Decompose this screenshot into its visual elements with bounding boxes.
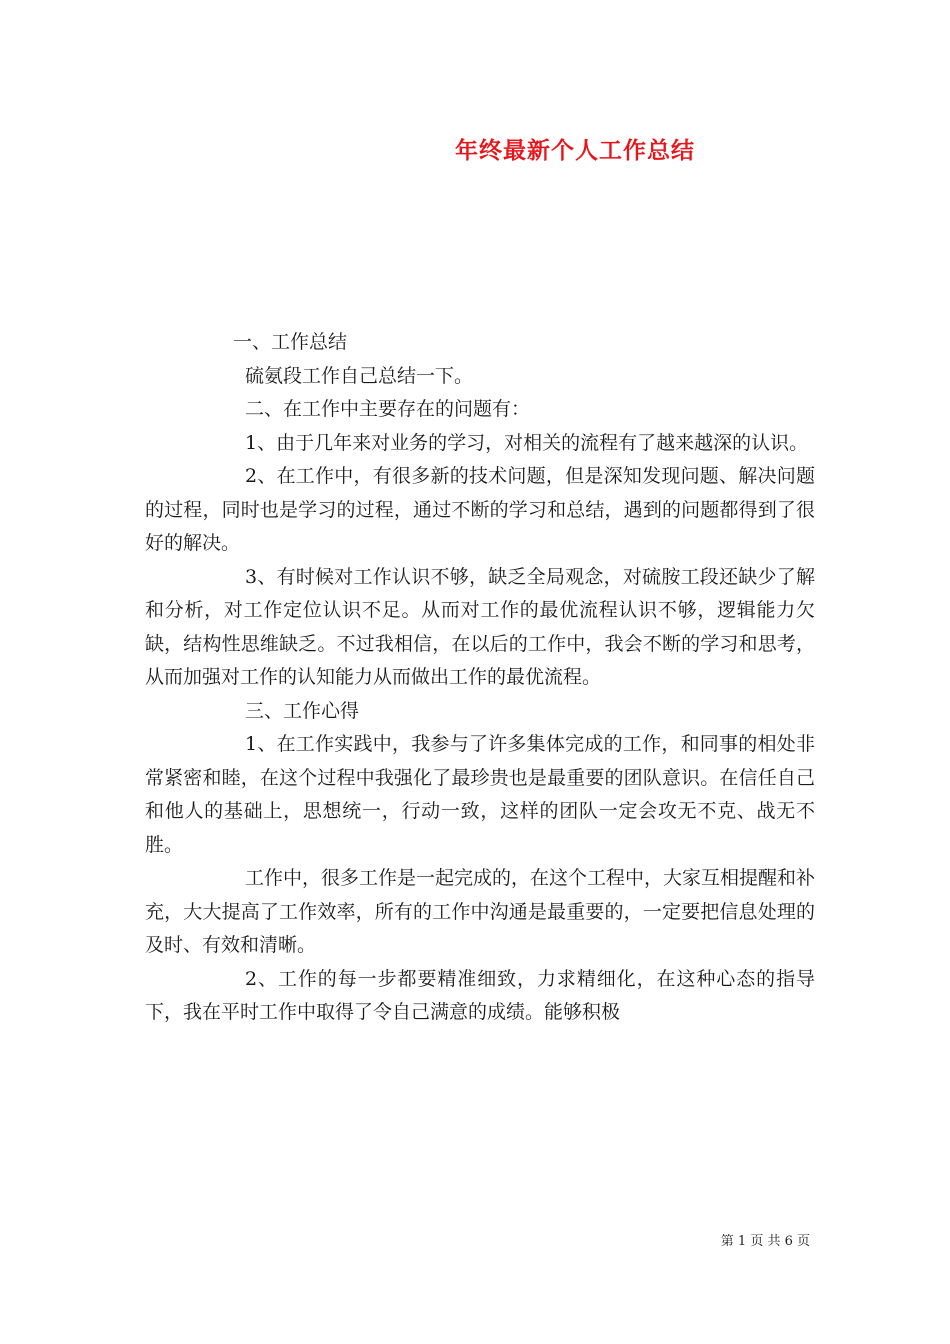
paragraph: 1、由于几年来对业务的学习，对相关的流程有了越来越深的认识。 (245, 431, 809, 454)
page-footer: 第 1 页 共 6 页 (720, 1234, 810, 1249)
section-heading-1: 一、工作总结 (233, 331, 348, 353)
paragraph: 2、工作的每一步都要精准细致，力求精细化，在这种心态的指导下，我在平时工作中取得了令自己满意的成绩。能够积极 (145, 967, 815, 1023)
paragraph: 1、在工作实践中，我参与了许多集体完成的工作，和同事的相处非常紧密和睦，在这个过程中我强化了最珍贵也是最重要的团队意识。在信任自己和他人的基础上，思想统一，行动一致，这样的团队一定会攻无不克、战无不胜。 (145, 733, 815, 856)
section-heading-3: 三、工作心得 (245, 699, 360, 722)
document-body (145, 326, 815, 1030)
section-heading-2: 二、在工作中主要存在的问题有： (245, 398, 531, 420)
paragraph: 硫氨段工作自己总结一下。 (245, 364, 474, 387)
paragraph: 工作中，很多工作是一起完成的，在这个工程中，大家互相提醒和补充，大大提高了工作效率，所有的工作中沟通是最重要的，一定要把信息处理的及时、有效和清晰。 (145, 867, 816, 956)
document-title: 年终最新个人工作总结 (455, 138, 695, 164)
paragraph: 2、在工作中，有很多新的技术问题，但是深知发现问题、解决问题的过程，同时也是学习的过程，通过不断的学习和总结，遇到的问题都得到了很好的解决。 (145, 465, 815, 554)
paragraph: 3、有时候对工作认识不够，缺乏全局观念，对硫胺工段还缺少了解和分析，对工作定位认识不足。从而对工作的最优流程认识不够，逻辑能力欠缺，结构性思维缺乏。不过我相信，在以后的工作中，我会不断的学习和思考，从而加强对工作的认知能力从而做出工作的最优流程。 (145, 565, 815, 688)
